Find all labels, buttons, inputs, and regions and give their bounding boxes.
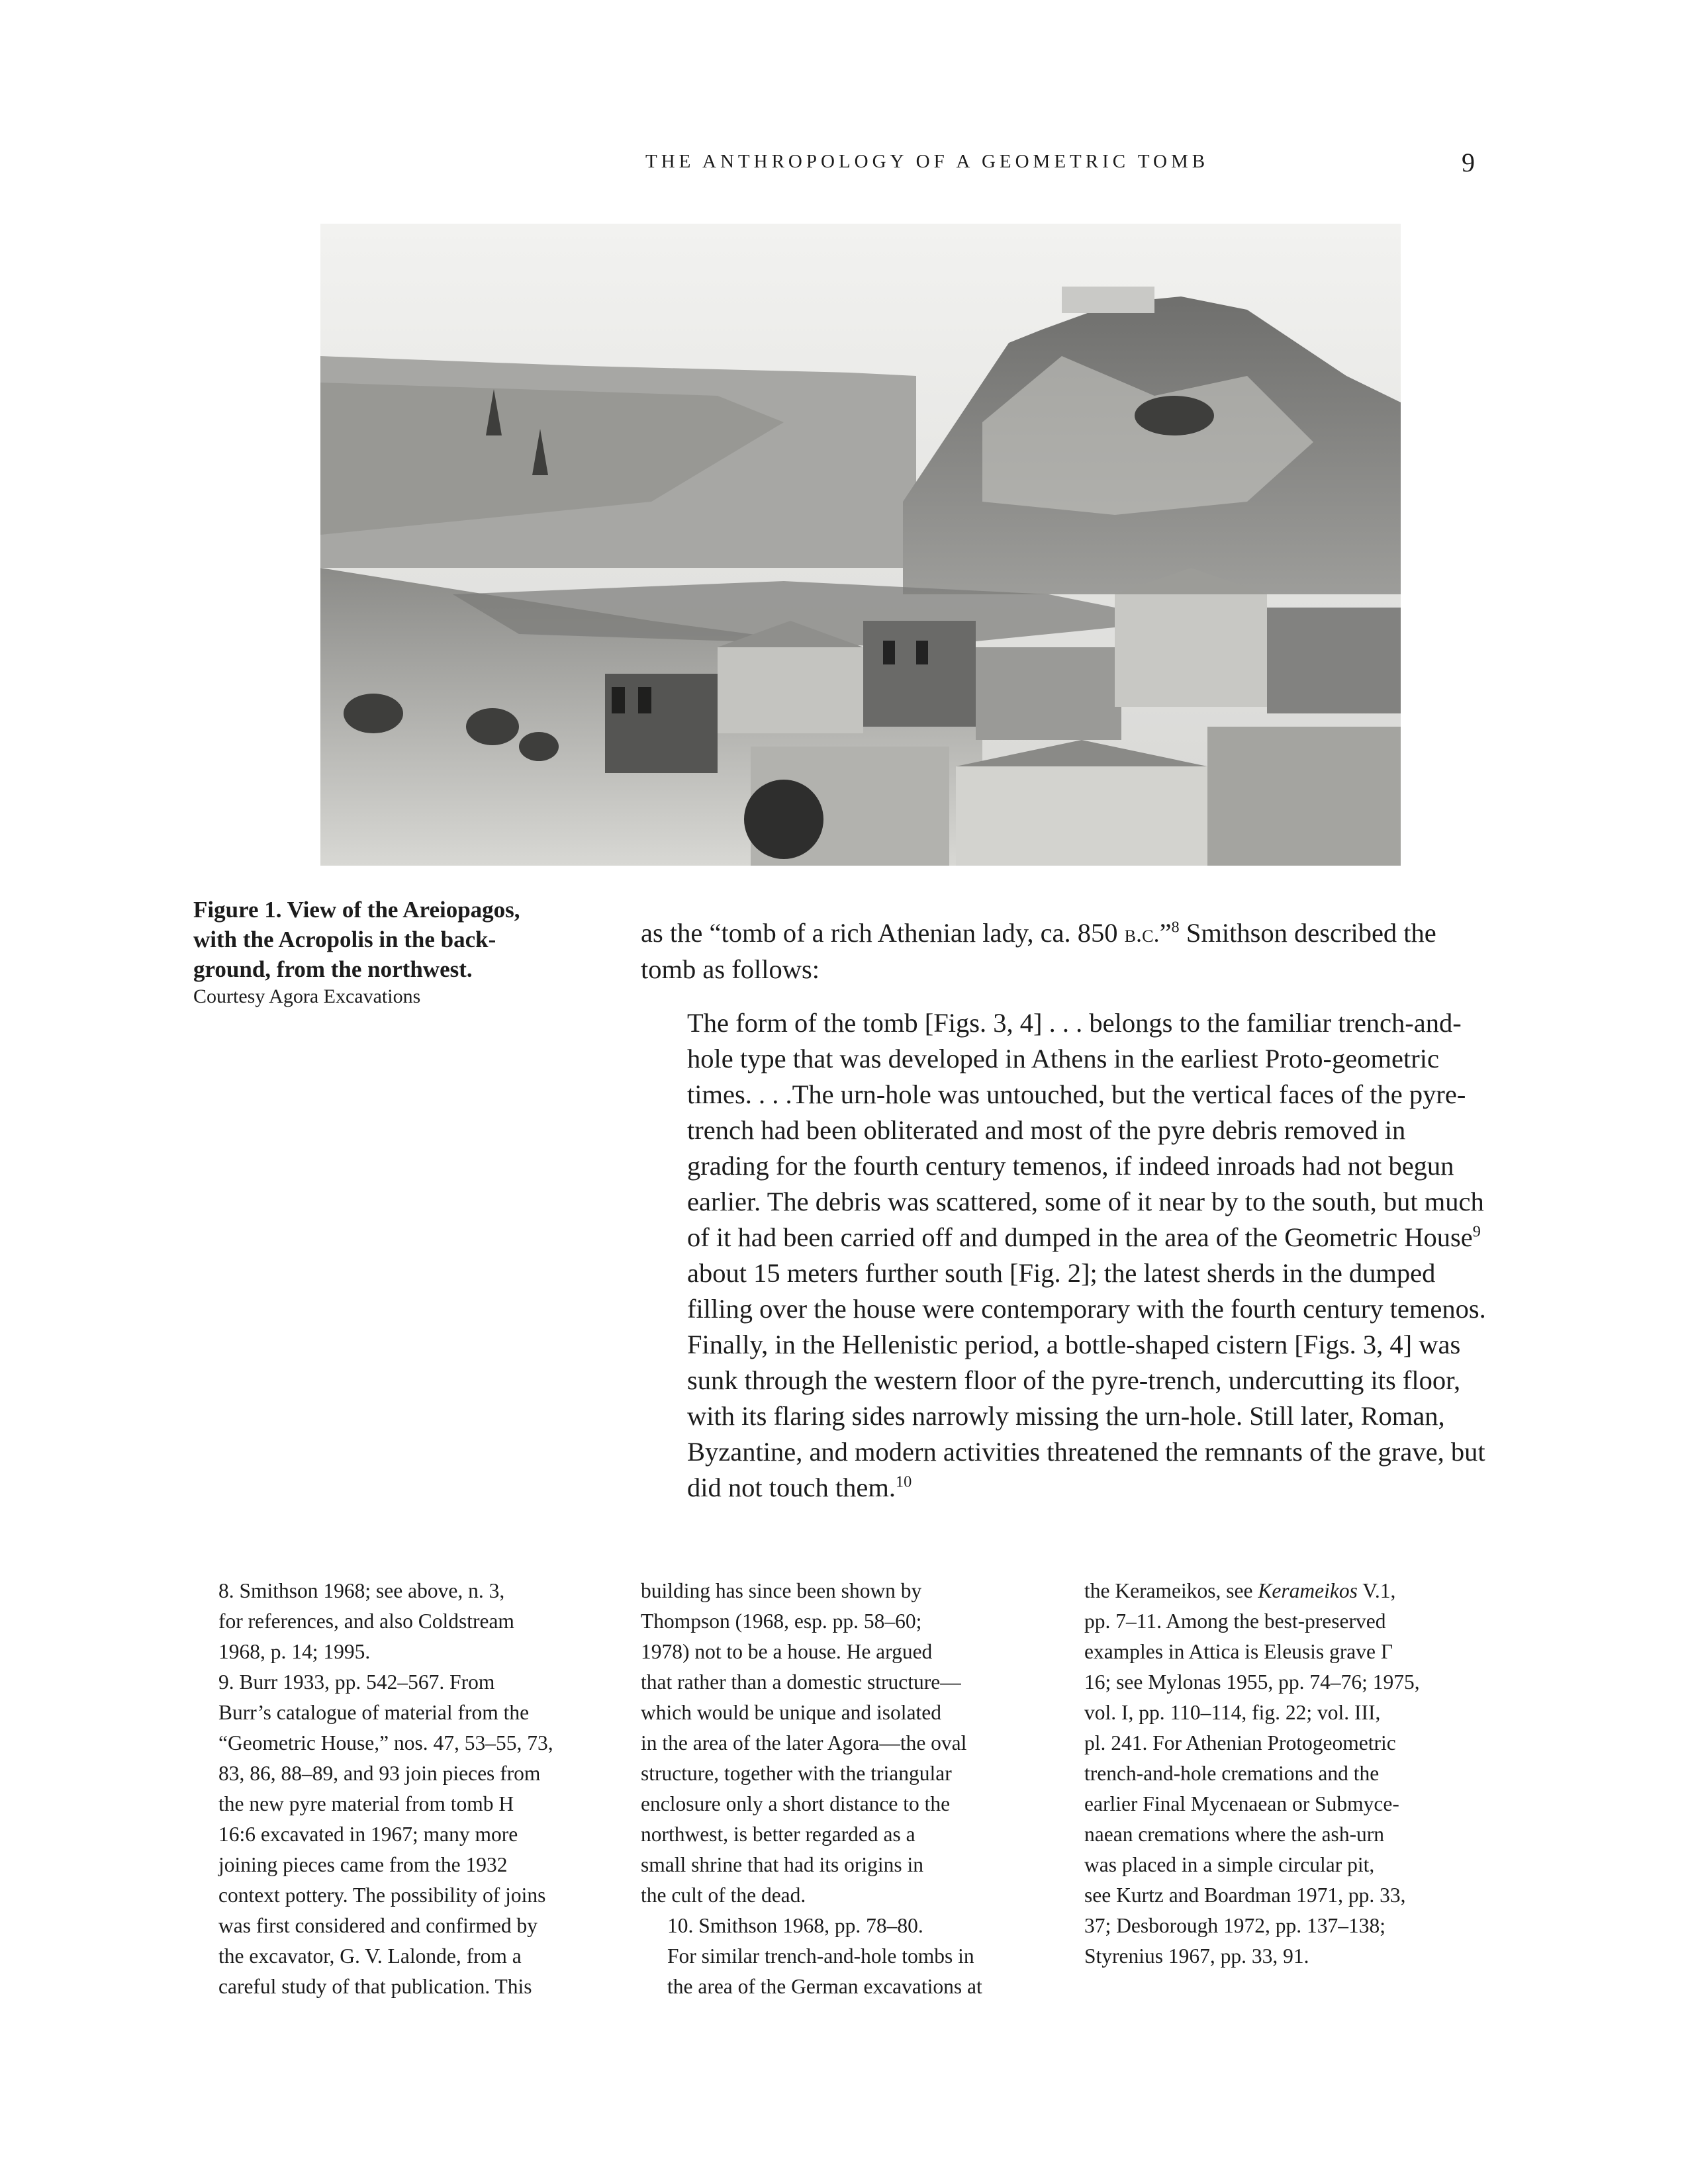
caption-title-line: with the Acropolis in the back- [193, 927, 496, 952]
footnote-line: building has since been shown by [641, 1579, 922, 1602]
caption-title-line: Figure 1. View of the Areiopagos, [193, 897, 520, 923]
footnote-line: “Geometric House,” nos. 47, 53–55, 73, [218, 1731, 553, 1754]
page-number: 9 [1462, 148, 1475, 177]
footnote-line: vol. I, pp. 110–114, fig. 22; vol. III, [1084, 1701, 1381, 1724]
footnote-line: 16:6 excavated in 1967; many more [218, 1823, 518, 1846]
figure-caption [193, 895, 564, 1009]
footnote-line: context pottery. The possibility of joins [218, 1884, 546, 1907]
body-paragraph [641, 915, 1488, 987]
footnote-line: earlier Final Mycenaean or Submyce- [1084, 1792, 1399, 1815]
footnote-9-continued [641, 1576, 1011, 1911]
footnote-line: 37; Desborough 1972, pp. 137–138; [1084, 1914, 1385, 1937]
footnote-text-segment: the Kerameikos, see [1084, 1579, 1258, 1602]
footnote-line: Styrenius 1967, pp. 33, 91. [1084, 1944, 1309, 1968]
block-quote [687, 1005, 1488, 1506]
footnote-line: Burr’s catalogue of material from the [218, 1701, 530, 1724]
footnote-ref-9[interactable]: 9 [1472, 1222, 1481, 1241]
footnote-line: 83, 86, 88–89, and 93 join pieces from [218, 1762, 541, 1785]
footnote-line: the new pyre material from tomb H [218, 1792, 514, 1815]
footnote-ref-10[interactable]: 10 [895, 1473, 912, 1491]
body-text-segment: Smithson described the tomb as follows: [641, 918, 1436, 984]
figure-1-photo [320, 224, 1401, 866]
running-head: THE ANTHROPOLOGY OF A GEOMETRIC TOMB [645, 151, 1209, 172]
footnotes-column-3 [1084, 1576, 1455, 1972]
footnote-ref-8[interactable]: 8 [1171, 918, 1180, 936]
quote-text-segment: about 15 meters further south [Fig. 2]; the latest sherds in the dumped filling over the house were contemporary with the fourth century temenos. Finally, in the Hellenistic period, a bottle-shaped cistern [Figs. 3, 4] was sunk through the western floor of the pyre-trench, undercutting its floor, with its flaring sides narrowly missing the urn-hole. Still later, Roman, Byzantine, and modern activities threatened the remnants of the grave, but did not touch them. [687, 1258, 1486, 1502]
footnote-line: 8. Smithson 1968; see above, n. 3, [218, 1579, 505, 1602]
quote-text-segment: The form of the tomb [Figs. 3, 4] . . . belongs to the familiar trench-and-hole type that was developed in Athens in the earliest Proto-geometric times. . . .The urn-hole was untouched, but the vertical faces of the pyre-trench had been obliterated and most of the pyre debris removed in grading for the fourth century temenos, if indeed inroads had not begun earlier. The debris was scattered, some of it near by to the south, but much of it had been carried off and dumped in the area of the Geometric House [687, 1008, 1484, 1252]
footnote-line: see Kurtz and Boardman 1971, pp. 33, [1084, 1884, 1406, 1907]
footnote-line: enclosure only a short distance to the [641, 1792, 951, 1815]
footnote-line: in the area of the later Agora—the oval [641, 1731, 967, 1754]
footnote-line: which would be unique and isolated [641, 1701, 942, 1724]
body-text-segment: as the “tomb of a rich Athenian lady, ca. 850 [641, 918, 1125, 948]
footnote-8 [192, 1576, 563, 1667]
footnote-line: naean cremations where the ash-urn [1084, 1823, 1385, 1846]
footnote-line: joining pieces came from the 1932 [218, 1853, 508, 1876]
footnote-line: the excavator, G. V. Lalonde, from a [218, 1944, 522, 1968]
footnote-line: For similar trench-and-hole tombs in [667, 1944, 974, 1968]
footnotes-column-2 [641, 1576, 1011, 2002]
body-text-segment: ” [1159, 918, 1172, 948]
footnote-text-segment: V.1, [1357, 1579, 1396, 1602]
footnote-line: examples in Attica is Eleusis grave Γ [1084, 1640, 1393, 1663]
footnote-line: was placed in a simple circular pit, [1084, 1853, 1375, 1876]
footnote-9 [192, 1667, 563, 2002]
footnote-line: that rather than a domestic structure— [641, 1670, 961, 1694]
footnote-line: the cult of the dead. [641, 1884, 806, 1907]
caption-title [193, 895, 564, 984]
footnote-line: 9. Burr 1933, pp. 542–567. From [218, 1670, 495, 1694]
footnote-line: pp. 7–11. Among the best-preserved [1084, 1610, 1386, 1633]
footnote-line [1084, 1576, 1455, 1606]
footnote-line: for references, and also Coldstream [218, 1610, 514, 1633]
footnote-line: small shrine that had its origins in [641, 1853, 923, 1876]
footnote-line: 10. Smithson 1968, pp. 78–80. [667, 1914, 923, 1937]
footnote-10-continued [1084, 1576, 1455, 1972]
footnote-line: 1968, p. 14; 1995. [218, 1640, 371, 1663]
caption-title-line: ground, from the northwest. [193, 956, 473, 982]
footnote-line: 16; see Mylonas 1955, pp. 74–76; 1975, [1084, 1670, 1420, 1694]
footnote-10 [641, 1911, 1011, 2002]
footnote-line: the area of the German excavations at [667, 1975, 982, 1998]
caption-credit: Courtesy Agora Excavations [193, 985, 421, 1007]
footnote-line: trench-and-hole cremations and the [1084, 1762, 1380, 1785]
footnote-line: 1978) not to be a house. He argued [641, 1640, 933, 1663]
footnote-line: was first considered and confirmed by [218, 1914, 538, 1937]
footnotes-column-1 [192, 1576, 563, 2002]
footnote-line: careful study of that publication. This [218, 1975, 532, 1998]
era-abbreviation: b.c. [1124, 921, 1160, 947]
italic-title: Kerameikos [1258, 1579, 1358, 1602]
footnote-line: pl. 241. For Athenian Protogeometric [1084, 1731, 1396, 1754]
footnote-line: structure, together with the triangular [641, 1762, 952, 1785]
footnote-line: northwest, is better regarded as a [641, 1823, 915, 1846]
footnote-line: Thompson (1968, esp. pp. 58–60; [641, 1610, 922, 1633]
